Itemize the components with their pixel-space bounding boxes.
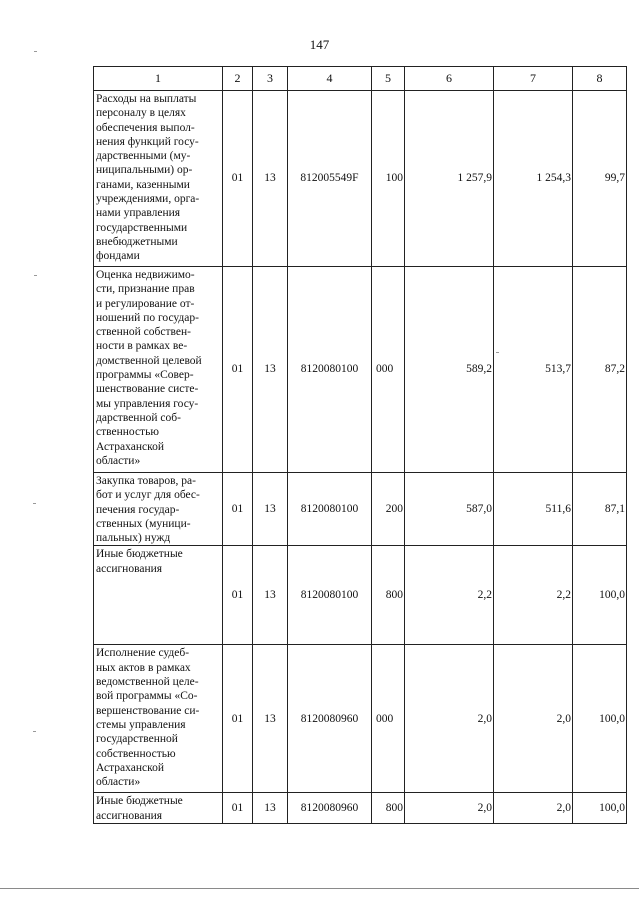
- section-code: 01: [223, 473, 253, 546]
- execution-percent: 87,1: [573, 473, 627, 546]
- planned-amount: 1 257,9: [405, 91, 494, 267]
- section-code: 01: [223, 267, 253, 473]
- scan-speck: [34, 275, 37, 276]
- column-header: 4: [288, 67, 372, 91]
- subsection-code: 13: [253, 473, 288, 546]
- target-article: 8120080100: [288, 267, 372, 473]
- planned-amount: 2,2: [405, 546, 494, 645]
- target-article: 8120080100: [288, 473, 372, 546]
- expense-name: Иные бюджетные ассигнования: [94, 793, 223, 824]
- target-article: 812005549F: [288, 91, 372, 267]
- target-article: 8120080100: [288, 546, 372, 645]
- scan-speck: [34, 51, 37, 52]
- expense-type: 200: [372, 473, 405, 546]
- subsection-code: 13: [253, 793, 288, 824]
- execution-percent: 100,0: [573, 546, 627, 645]
- execution-percent: 100,0: [573, 793, 627, 824]
- table-row: [94, 793, 627, 824]
- subsection-code: 13: [253, 645, 288, 793]
- column-header: 2: [223, 67, 253, 91]
- scan-edge-line: [0, 888, 639, 889]
- table-row: [94, 645, 627, 793]
- column-header: 8: [573, 67, 627, 91]
- expense-name: Закупка товаров, ра- бот и услуг для обес- печения государ- ственных (муници- пальных) нужд: [94, 473, 223, 546]
- execution-percent: 100,0: [573, 645, 627, 793]
- expense-name: Оценка недвижимо- сти, признание прав и регулирование от- ношений по государ- ственной собствен- ности в рамках ве- домственной целевой программы «Совер- шенствование систе- мы управления госу- дарственной соб- ственностью Астраханской области»: [94, 267, 223, 473]
- expense-type: 000: [372, 267, 405, 473]
- planned-amount: 2,0: [405, 645, 494, 793]
- expense-name: Исполнение судеб- ных актов в рамках ведомственной целе- вой программы «Со- вершенствование си- стемы управления государственной собственностью Астраханской области»: [94, 645, 223, 793]
- expense-type: 800: [372, 546, 405, 645]
- subsection-code: 13: [253, 546, 288, 645]
- planned-amount: 589,2: [405, 267, 494, 473]
- executed-amount: 513,7: [494, 267, 573, 473]
- execution-percent: 87,2: [573, 267, 627, 473]
- scan-speck: [33, 503, 36, 504]
- expense-type: 100: [372, 91, 405, 267]
- section-code: 01: [223, 91, 253, 267]
- column-header: 5: [372, 67, 405, 91]
- section-code: 01: [223, 546, 253, 645]
- column-header: 1: [94, 67, 223, 91]
- target-article: 8120080960: [288, 793, 372, 824]
- executed-amount: 2,2: [494, 546, 573, 645]
- expense-type: 000: [372, 645, 405, 793]
- target-article: 8120080960: [288, 645, 372, 793]
- executed-amount: 511,6: [494, 473, 573, 546]
- column-header: 3: [253, 67, 288, 91]
- budget-table: [93, 66, 627, 824]
- section-code: 01: [223, 793, 253, 824]
- expense-type: 800: [372, 793, 405, 824]
- table-row: [94, 267, 627, 473]
- column-header: 6: [405, 67, 494, 91]
- subsection-code: 13: [253, 91, 288, 267]
- executed-amount: 2,0: [494, 645, 573, 793]
- table-row: [94, 473, 627, 546]
- section-code: 01: [223, 645, 253, 793]
- planned-amount: 2,0: [405, 793, 494, 824]
- execution-percent: 99,7: [573, 91, 627, 267]
- table-row: [94, 91, 627, 267]
- table-header-row: [94, 67, 627, 91]
- subsection-code: 13: [253, 267, 288, 473]
- table-row: [94, 546, 627, 645]
- column-header: 7: [494, 67, 573, 91]
- page-number: 147: [309, 37, 330, 52]
- executed-amount: 1 254,3: [494, 91, 573, 267]
- expense-name: Расходы на выплаты персоналу в целях обеспечения выпол- нения функций госу- дарственными (му- ниципальными) ор- ганами, казенными учреждениями, орга- нами управления государственными внебюджетными фондами: [94, 91, 223, 267]
- scan-speck: [33, 731, 36, 732]
- scan-speck: [496, 352, 499, 353]
- expense-name: Иные бюджетные ассигнования: [94, 546, 223, 645]
- executed-amount: 2,0: [494, 793, 573, 824]
- planned-amount: 587,0: [405, 473, 494, 546]
